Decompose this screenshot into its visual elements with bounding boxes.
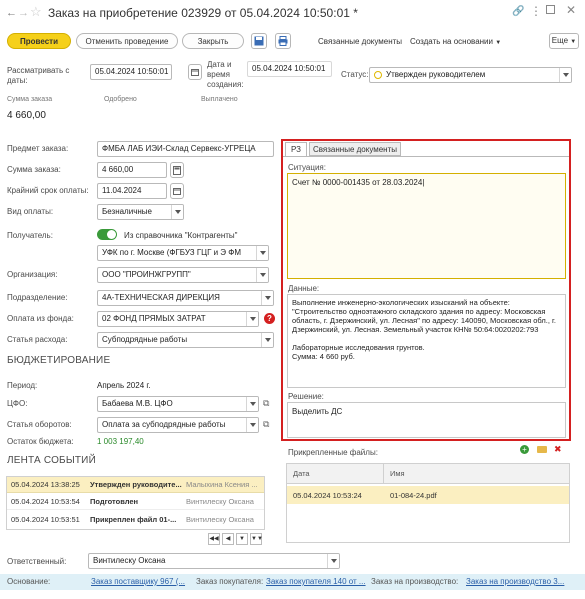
window-title: Заказ на приобретение 023929 от 05.04.2024 10:50:01 * [48,6,358,20]
title-bar [0,0,585,26]
calculator-icon[interactable] [170,162,184,178]
balance-value: 1 003 197,40 [97,437,144,446]
expense-value: Субподрядные работы [102,335,188,344]
toggle-knob [107,230,116,239]
feed-event: Утвержден руководите... [90,480,182,489]
add-file-icon[interactable]: + [520,445,529,454]
org-dropdown-icon[interactable] [256,268,268,282]
text-cursor: | [422,178,425,187]
close-icon[interactable]: ✕ [566,3,577,17]
post-button[interactable]: Провести [7,33,71,49]
cfo-open-icon[interactable]: ⧉ [263,398,270,408]
turnover-open-icon[interactable]: ⧉ [263,419,270,429]
budget-section-title: БЮДЖЕТИРОВАНИЕ [7,355,111,366]
table-row[interactable] [7,511,264,527]
feed-user: Винтилеску Оксана [186,514,254,524]
turnover-label: Статья оборотов: [7,420,72,429]
feed-user: Малыхина Ксения ... [186,480,258,489]
turnover-dropdown-icon[interactable] [246,418,258,432]
fund-value: 02 ФОНД ПРЯМЫХ ЗАТРАТ [102,314,206,323]
files-col-name: Имя [390,468,405,478]
org-value: ООО "ПРОИНЖГРУПП" [102,270,191,279]
org-label: Организация: [7,270,58,279]
consider-date-input[interactable]: 05.04.2024 10:50:01 [90,64,172,80]
tab-related-docs[interactable]: Связанные документы [309,142,401,156]
feed-table [6,476,265,530]
related-docs-menu[interactable]: Связанные документы [318,37,403,46]
feed-event: Прикреплен файл 01-... [90,514,177,524]
recipient-dropdown-icon[interactable] [256,246,268,260]
deadline-label: Крайний срок оплаты: [7,186,89,195]
feed-date: 05.04.2024 10:53:51 [11,514,80,524]
deadline-calendar-icon[interactable] [170,183,184,199]
files-header [287,464,569,484]
feed-nav [208,533,268,547]
table-row[interactable] [7,494,264,510]
recipient-label: Получатель: [7,231,53,240]
responsible-select[interactable] [88,553,340,569]
back-icon[interactable]: ← [6,7,17,19]
subject-input[interactable]: ФМБА ЛАБ ИЭИ-Склад Сервекс-УГРЕЦА [97,141,274,157]
rz-panel [281,139,571,441]
feed-user: Винтилеску Оксана [186,497,254,506]
expense-label: Статья расхода: [7,335,68,344]
status-label: Статус: [341,70,369,79]
responsible-value: Винтилеску Оксана [93,556,166,565]
balance-label: Остаток бюджета: [7,437,74,446]
cfo-select[interactable] [97,396,259,412]
recipient-toggle[interactable] [97,229,117,240]
more-actions-button[interactable]: Еще ▼ [549,33,579,49]
forward-icon[interactable]: → [18,7,29,19]
approved-label: Одобрено [104,96,137,103]
dept-select[interactable] [97,290,274,306]
turnover-value: Оплата за субподрядные работы [102,420,226,429]
period-label: Период: [7,381,38,390]
prod-order-label: Заказ на производство: [371,577,459,586]
files-col-date: Дата [287,464,384,483]
org-select[interactable] [97,267,269,283]
expense-dropdown-icon[interactable] [261,333,273,347]
link-icon[interactable]: 🔗 [512,6,525,17]
situation-value: Счет № 0000-001435 от 28.03.2024 [292,178,423,187]
basis-label: Основание: [7,577,51,586]
tab-rz[interactable]: РЗ [285,142,307,156]
deadline-input[interactable]: 11.04.2024 [97,183,167,199]
table-row[interactable] [7,477,264,493]
turnover-select[interactable] [97,417,259,433]
basis-bar [0,574,585,590]
fund-select[interactable] [97,311,259,327]
feed-date: 05.04.2024 13:38:25 [11,480,80,489]
fund-dropdown-icon[interactable] [246,312,258,326]
responsible-label: Ответственный: [7,557,67,566]
create-based-label: Создать на основании [410,37,493,46]
dept-value: 4А-ТЕХНИЧЕСКАЯ ДИРЕКЦИЯ [102,293,220,302]
prev-page-icon[interactable]: ◀ [222,533,234,545]
file-name: 01-084-24.pdf [390,490,437,500]
pay-type-select[interactable] [97,204,184,220]
prod-order-link[interactable]: Заказ на производство 3... [466,577,565,586]
period-value: Апрель 2024 г. [97,381,151,390]
maximize-icon[interactable] [546,5,555,14]
subject-label: Предмет заказа: [7,144,69,153]
status-value: Утвержден руководителем [386,70,486,79]
table-row[interactable] [287,486,569,504]
decision-textarea[interactable]: Выделить ДС [287,402,566,438]
client-order-label: Заказ покупателя: [196,577,264,586]
tab-separator [283,156,569,157]
feed-date: 05.04.2024 10:53:54 [11,497,80,506]
status-circle-icon [374,71,382,79]
more-chevron-icon: ▼ [570,39,577,45]
expense-select[interactable] [97,332,274,348]
client-order-link[interactable]: Заказ покупателя 140 от ... [266,577,366,586]
order-sum-input[interactable]: 4 660,00 [97,162,167,178]
cfo-dropdown-icon[interactable] [246,397,258,411]
pay-type-value: Безналичные [102,207,152,216]
first-page-icon[interactable]: ◀◀ [208,533,220,545]
data-label: Данные: [288,284,320,293]
cfo-value: Бабаева М.В. ЦФО [102,399,173,408]
cfo-label: ЦФО: [7,399,28,408]
recipient-value: УФК по г. Москве (ФГБУЗ ГЦГ и Э ФМ [102,248,242,257]
feed-event: Подготовлен [90,497,139,506]
files-label: Прикрепленные файлы: [288,448,378,457]
calendar-icon[interactable] [188,64,202,80]
status-dropdown-icon[interactable] [559,68,571,82]
favorite-star-icon[interactable]: ☆ [30,4,42,19]
created-label: Дата и время создания: [207,60,244,89]
save-icon[interactable] [251,33,267,49]
pay-type-label: Вид оплаты: [7,207,54,216]
dept-label: Подразделение: [7,293,68,302]
basis-link[interactable]: Заказ поставщику 967 (... [91,577,186,586]
recipient-input[interactable] [97,245,269,261]
file-date: 05.04.2024 10:53:24 [293,490,362,500]
chevron-down-icon: ▼ [495,40,502,46]
consider-label: Рассматривать с даты: [7,66,70,85]
order-sum-label: Сумма заказа: [7,165,61,174]
decision-label: Решение: [288,392,324,401]
created-date-input: 05.04.2024 10:50:01 [247,61,332,77]
recipient-toggle-label: Из справочника "Контрагенты" [124,231,238,240]
last-page-icon[interactable]: ▼▼ [250,533,262,545]
delete-file-icon[interactable]: ✖ [554,444,562,454]
files-table [286,463,570,543]
more-icon[interactable]: ⋮ [530,4,542,18]
data-textarea[interactable]: Выполнение инженерно-экологических изысканий на объекте: "Строительство одноэтажного складского здания по адресу: Московская область, г. Дзержинский, ул. Лесная" по адресу: 140090, Московская обл., г. Дзержинский, ул. Лесная. Земельный участок КН№ 50:64:0020202:793 Лабораторные исследования грунтов. Сумма: 4 660 руб. [287,294,566,388]
status-select[interactable] [369,67,572,83]
situation-label: Ситуация: [288,163,326,172]
next-page-icon[interactable]: ▼ [236,533,248,545]
fund-label: Оплата из фонда: [7,314,74,323]
sum-value: 4 660,00 [7,110,46,121]
print-icon[interactable] [275,33,291,49]
help-icon[interactable]: ? [264,313,275,324]
dept-dropdown-icon[interactable] [261,291,273,305]
close-button[interactable]: Закрыть [182,33,244,49]
situation-textarea[interactable] [287,173,566,279]
create-based-menu[interactable] [410,37,501,46]
pay-type-dropdown-icon[interactable] [171,205,183,219]
responsible-dropdown-icon[interactable] [327,554,339,568]
paid-label: Выплачено [201,96,238,103]
sum-label: Сумма заказа [7,96,53,103]
feed-section-title: ЛЕНТА СОБЫТИЙ [7,455,96,466]
unpost-button[interactable]: Отменить проведение [76,33,178,49]
folder-icon[interactable] [537,446,547,453]
